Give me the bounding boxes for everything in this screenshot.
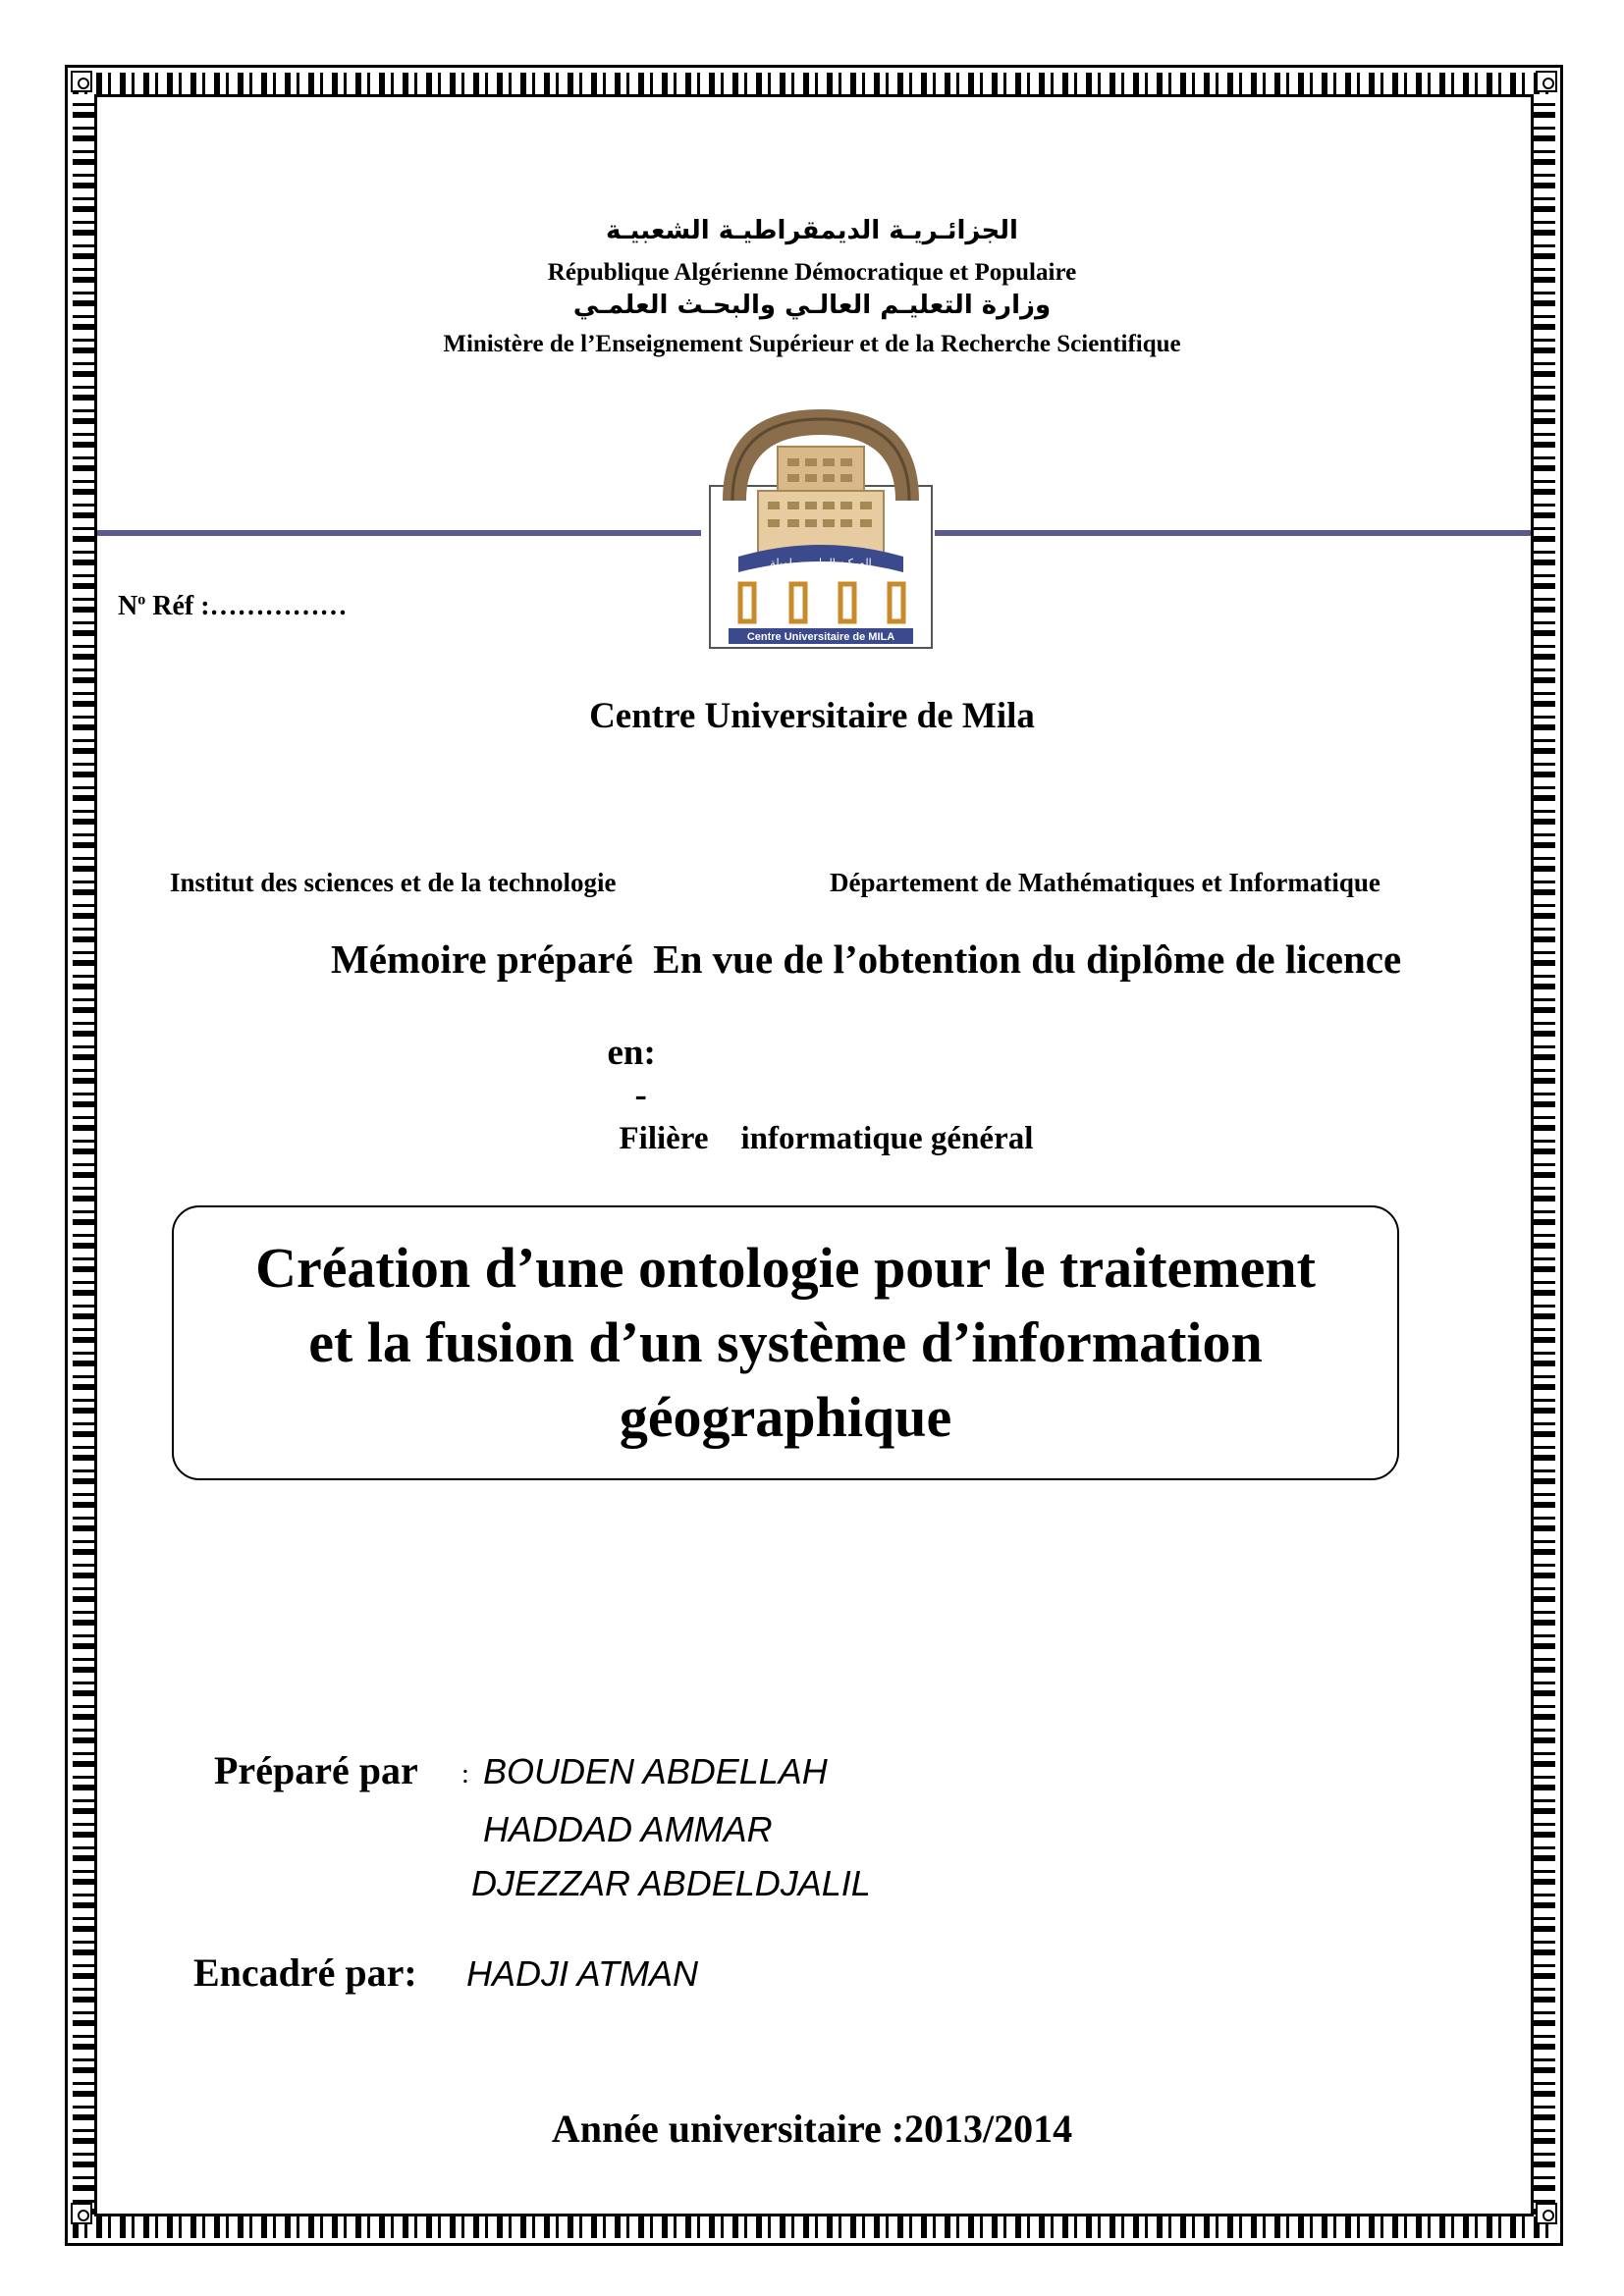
header-republic: République Algérienne Démocratique et Populaire	[547, 259, 1077, 286]
memoire-line-2-rest: Filière informatique général	[619, 1121, 1034, 1156]
reference-label: N	[118, 591, 138, 621]
logo-caption: Centre Universitaire de MILA	[746, 631, 895, 643]
author-name: BOUDEN ABDELLAH	[483, 1751, 828, 1791]
memoire-line-1: Mémoire préparé En vue de l’obtention du diplôme de licence	[331, 936, 1402, 982]
border-corner-ornament	[71, 71, 92, 92]
department-name: Département de Mathématiques et Informatique	[830, 868, 1380, 897]
header-rule-left	[97, 530, 701, 536]
header-arabic-republic: الجزائـريـة الديمقراطيـة الشعبيـة	[606, 216, 1018, 245]
logo-arabic-caption: المركـز الجامعـي لميلة	[770, 557, 872, 569]
header-ministry: Ministère de l’Enseignement Supérieur et de la Recherche Scientifique	[443, 331, 1181, 357]
supervisor-name: HADJI ATMAN	[466, 1953, 699, 1994]
university-name: Centre Universitaire de Mila	[589, 696, 1035, 736]
memoire-line-2-dash: -	[634, 1075, 647, 1115]
border-corner-ornament	[1536, 71, 1557, 92]
thesis-title-box	[172, 1205, 1399, 1480]
supervised-by-label: Encadré par:	[193, 1950, 417, 1995]
academic-year: Année universitaire :2013/2014	[551, 2107, 1073, 2151]
memoire-line-2-prefix: en:	[607, 1033, 656, 1073]
header-arabic-ministry: وزارة التعليـم العالـي والبحـث العلمـي	[572, 291, 1052, 320]
reference-number	[118, 591, 348, 622]
reference-rest: Réf :……………	[145, 591, 348, 621]
reference-sup: o	[137, 591, 146, 609]
author-name: HADDAD AMMAR	[483, 1809, 773, 1849]
author-name: DJEZZAR ABDELDJALIL	[471, 1863, 871, 1903]
university-logo	[709, 407, 933, 649]
header-rule-right	[935, 530, 1531, 536]
border-corner-ornament	[1536, 2203, 1557, 2224]
memoire-line-2	[589, 989, 1033, 1158]
thesis-title: Création d’une ontologie pour le traitement et la fusion d’un système d’information géographique	[255, 1236, 1316, 1449]
prepared-by-label: Préparé par	[214, 1748, 418, 1792]
border-corner-ornament	[71, 2203, 92, 2224]
institute-name: Institut des sciences et de la technologie	[170, 868, 617, 897]
prepared-by-colon: :	[461, 1759, 469, 1789]
